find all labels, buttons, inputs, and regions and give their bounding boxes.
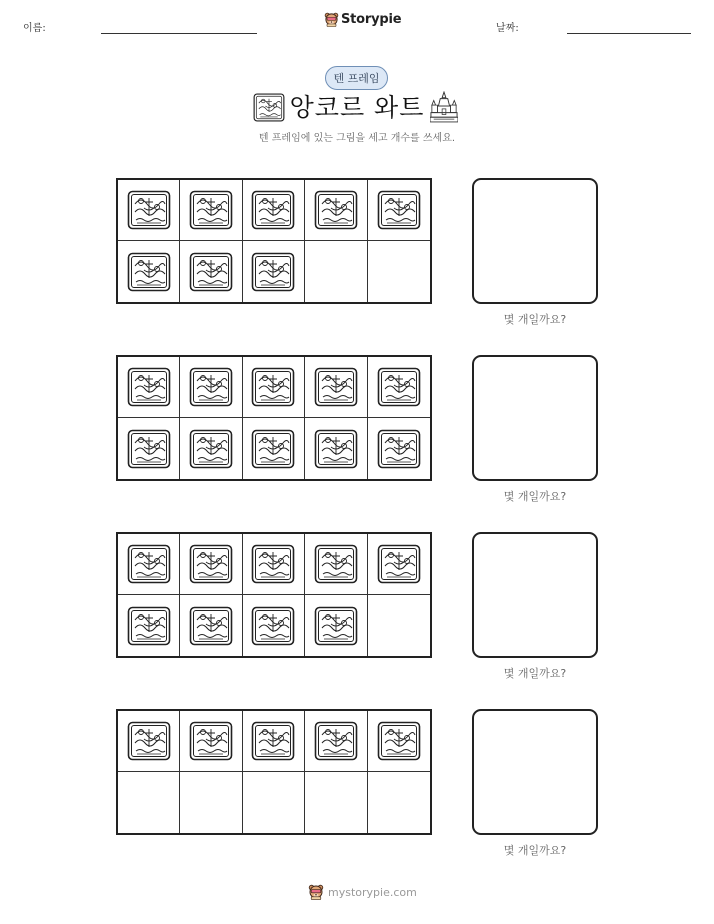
- ten-frame: [116, 709, 432, 835]
- angkor-temple-icon: [430, 91, 458, 123]
- bear-logo-icon: [308, 884, 324, 900]
- carved-relief-icon: [127, 721, 171, 761]
- ten-frame-cell: [305, 595, 367, 656]
- ten-frame-cell: [118, 711, 180, 772]
- ten-frame-cell: [305, 418, 367, 479]
- ten-frame-cell: [180, 711, 242, 772]
- footer-site[interactable]: mystorypie.com: [328, 885, 417, 899]
- carved-relief-icon: [127, 429, 171, 469]
- carved-relief-icon: [127, 606, 171, 646]
- carved-relief-icon: [314, 544, 358, 584]
- bear-logo-icon: [324, 12, 339, 27]
- ten-frame: [116, 532, 432, 658]
- carved-relief-icon: [314, 429, 358, 469]
- carved-relief-icon: [251, 367, 295, 407]
- ten-frame-cell: [305, 534, 367, 595]
- ten-frame-cell: [305, 711, 367, 772]
- carved-relief-icon: [189, 252, 233, 292]
- carved-relief-icon: [377, 544, 421, 584]
- ten-frame-cell: [180, 418, 242, 479]
- ten-frame-cell: [305, 180, 367, 241]
- ten-frame-cell: [243, 180, 305, 241]
- ten-frame-cell: [305, 772, 367, 833]
- ten-frame-cell: [305, 241, 367, 302]
- carved-relief-icon: [251, 252, 295, 292]
- instructions: 텐 프레임에 있는 그림을 세고 개수를 쓰세요.: [258, 133, 456, 144]
- carved-relief-icon: [189, 721, 233, 761]
- worksheet-badge: 텐 프레임: [325, 66, 388, 90]
- answer-box[interactable]: [472, 178, 598, 304]
- carved-relief-icon: [377, 721, 421, 761]
- carved-relief-icon: [127, 252, 171, 292]
- carved-relief-icon: [189, 544, 233, 584]
- carved-relief-icon: [251, 429, 295, 469]
- ten-frame-cell: [118, 357, 180, 418]
- ten-frame-cell: [180, 180, 242, 241]
- ten-frame: [116, 355, 432, 481]
- ten-frame-cell: [243, 534, 305, 595]
- ten-frame-cell: [243, 241, 305, 302]
- carved-relief-icon: [127, 544, 171, 584]
- ten-frame-cell: [118, 241, 180, 302]
- ten-frame-cell: [243, 357, 305, 418]
- ten-frame-cell: [180, 534, 242, 595]
- carved-relief-icon: [314, 190, 358, 230]
- carved-relief-icon: [314, 721, 358, 761]
- ten-frame-cell: [305, 357, 367, 418]
- ten-frame-cell: [368, 772, 430, 833]
- answer-box[interactable]: [472, 709, 598, 835]
- carved-relief-icon: [377, 367, 421, 407]
- ten-frame-cell: [243, 595, 305, 656]
- carved-relief-icon: [377, 429, 421, 469]
- page-title: 앙코르 와트: [289, 93, 425, 122]
- ten-frame-cell: [368, 241, 430, 302]
- ten-frame-cell: [368, 534, 430, 595]
- carved-relief-icon: [251, 606, 295, 646]
- carved-relief-icon: [189, 190, 233, 230]
- ten-frame-cell: [118, 534, 180, 595]
- ten-frame-cell: [368, 418, 430, 479]
- brand-name: Storypie: [341, 12, 402, 27]
- answer-box[interactable]: [472, 532, 598, 658]
- date-label: 날짜:: [496, 23, 519, 34]
- carved-relief-icon: [377, 190, 421, 230]
- carved-relief-icon: [127, 190, 171, 230]
- answer-box[interactable]: [472, 355, 598, 481]
- question-label: 몇 개일까요?: [503, 490, 567, 503]
- carved-relief-icon: [127, 367, 171, 407]
- brand-logo: [324, 12, 401, 27]
- ten-frame-cell: [368, 180, 430, 241]
- ten-frame-cell: [118, 180, 180, 241]
- carved-relief-icon: [314, 606, 358, 646]
- ten-frame-cell: [243, 772, 305, 833]
- ten-frame-cell: [180, 241, 242, 302]
- ten-frame-cell: [118, 772, 180, 833]
- ten-frame-cell: [118, 595, 180, 656]
- carved-relief-icon: [251, 544, 295, 584]
- ten-frame-cell: [180, 772, 242, 833]
- name-field-line[interactable]: [101, 33, 257, 34]
- ten-frame-cell: [243, 418, 305, 479]
- ten-frame-cell: [368, 711, 430, 772]
- ten-frame-cell: [368, 357, 430, 418]
- carved-relief-icon: [314, 367, 358, 407]
- carved-relief-icon: [251, 190, 295, 230]
- carved-relief-icon: [189, 367, 233, 407]
- question-label: 몇 개일까요?: [503, 667, 567, 680]
- question-label: 몇 개일까요?: [503, 313, 567, 326]
- question-label: 몇 개일까요?: [503, 844, 567, 857]
- ten-frame-cell: [118, 418, 180, 479]
- carved-relief-icon: [189, 429, 233, 469]
- date-field-line[interactable]: [567, 33, 691, 34]
- ten-frame: [116, 178, 432, 304]
- name-label: 이름:: [23, 23, 46, 34]
- ten-frame-cell: [180, 595, 242, 656]
- carved-relief-icon: [251, 721, 295, 761]
- ten-frame-cell: [368, 595, 430, 656]
- ten-frame-cell: [180, 357, 242, 418]
- footer: [308, 884, 417, 900]
- ten-frame-cell: [243, 711, 305, 772]
- carved-relief-icon: [189, 606, 233, 646]
